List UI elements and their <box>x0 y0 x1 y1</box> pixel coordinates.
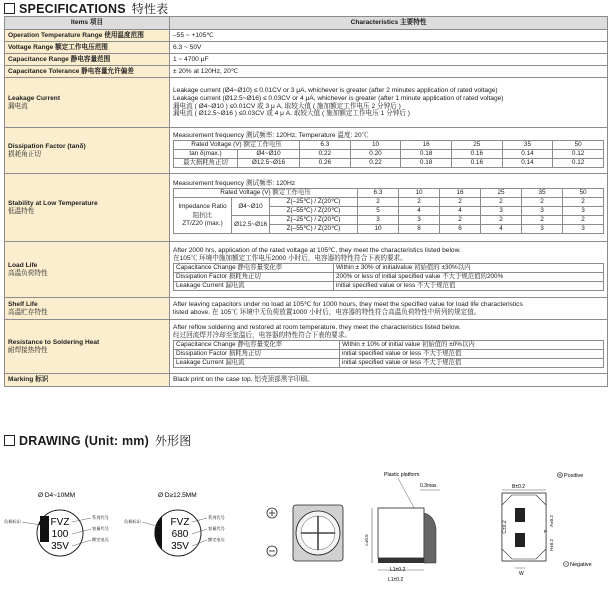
condition-25: Z(–25℃) / Z(20℃) <box>270 216 358 225</box>
marking-label: Marking 标识 <box>5 374 170 387</box>
table-row <box>174 141 604 150</box>
checkbox-square-icon <box>4 3 15 14</box>
voltage-label: Voltage Range 额定工作电压范围 <box>5 42 170 54</box>
drawing-heading <box>4 432 192 449</box>
lts-label: Stability at Low Temperature <box>8 199 98 207</box>
specifications-title-cn: 特性表 <box>131 2 169 16</box>
tan-label-cn: 最大损耗角正切 <box>174 159 238 168</box>
checkbox-square-icon <box>4 435 15 446</box>
tolerance-label: Capacitance Tolerance 静电容量允许偏差 <box>5 66 170 78</box>
load-life-table <box>173 263 604 291</box>
table-cell: initial specified value or less 不大于规范值 <box>334 282 604 291</box>
table-cell: 5 <box>358 207 399 216</box>
leakage-label-cn: 漏电流 <box>8 102 28 110</box>
leakage-label: Leakage Current <box>8 94 61 102</box>
table-cell: 0.16 <box>451 159 502 168</box>
leakage-line-4: 漏电流 ( Ø12.5~Ø16 ) ≤0.03CV 或 4 μ A, 取较大值 ( 施加额定工作电压 1 分钟后 ) <box>173 110 410 118</box>
dim-ht: H±0.2 <box>549 539 554 551</box>
footprint-view <box>502 493 546 561</box>
dissipation-table <box>173 140 604 168</box>
table-cell: 6.3 <box>300 141 351 150</box>
cap2-voltage: 35V <box>171 541 189 552</box>
table-cell: 16 <box>401 141 452 150</box>
table-cell: 2 <box>563 198 604 207</box>
rated-voltage-label: Rated Voltage (V) 额定工作电压 <box>174 141 300 150</box>
row-voltage <box>5 42 608 54</box>
label-volt-2: 额定电压 <box>208 537 225 542</box>
label-cap-2: 容量代号 <box>208 526 225 531</box>
marking-value: Black print on the case top. 铝壳顶部黑字印刷。 <box>170 374 608 387</box>
shelf-life-label-cn: 高温贮存特性 <box>8 308 48 316</box>
table-cell: 6 <box>440 225 481 234</box>
label-series-1: 系列代号 <box>92 515 109 520</box>
table-row <box>174 198 604 207</box>
dimension-drawing <box>0 453 611 593</box>
table-row <box>174 282 604 291</box>
lts-measure: Measurement frequency 测试频率: 120Hz <box>173 179 296 187</box>
table-cell: 4 <box>440 207 481 216</box>
table-cell: 8 <box>399 225 440 234</box>
cap1-capacitance: 100 <box>51 529 69 540</box>
cap1-voltage: 35V <box>51 541 69 552</box>
row-capacitance <box>5 54 608 66</box>
shelf-life-label: Shelf Life <box>8 300 38 308</box>
table-cell: 2 <box>563 216 604 225</box>
soldering-label-cell <box>5 320 170 374</box>
table-cell: 3 <box>563 225 604 234</box>
soldering-line-2: 经过回流焊并冷却至室温后，电容器的特性符合下表的要求。 <box>173 331 352 339</box>
table-cell: Leakage Current 漏电流 <box>174 359 340 368</box>
leakage-line-1: Leakage current (Ø4~Ø10) ≤ 0.01CV or 3 μA, whichever is greater (after 2 minutes application of rated voltage) <box>173 86 498 94</box>
dissipation-label-cell <box>5 128 170 174</box>
specifications-table <box>4 16 608 387</box>
table-cell: 0.14 <box>502 150 553 159</box>
table-row <box>174 216 604 225</box>
cap2-capacitance: 680 <box>171 529 189 540</box>
dim-p: P <box>544 529 548 534</box>
lts-label-cell <box>5 174 170 242</box>
leakage-line-2: Leakage current (Ø12.5~Ø16) ≤ 0.03CV or 4 μA, whichever is greater (after 1 minute application of rated voltage) <box>173 94 504 102</box>
dim-l-05: L±0.5 <box>364 534 369 546</box>
table-cell: 0.18 <box>401 150 452 159</box>
shelf-life-value <box>170 298 608 320</box>
table-cell: 50 <box>563 189 604 198</box>
table-row <box>174 150 604 159</box>
label-cap-1: 容量代号 <box>92 526 109 531</box>
label-negative-2: 负极标识 <box>124 519 141 524</box>
rated-voltage-label: Rated Voltage (V) 额定工作电压 <box>174 189 358 198</box>
load-life-value <box>170 242 608 298</box>
table-row <box>174 350 604 359</box>
drawing-title-cn: 外形图 <box>154 434 192 448</box>
table-cell: 3 <box>522 207 563 216</box>
plus-terminal-icon <box>267 508 277 518</box>
label-negative-1: 负极标识 <box>4 519 21 524</box>
table-cell: 0.26 <box>300 159 351 168</box>
tolerance-value: ± 20% at 120Hz, 20℃ <box>170 66 608 78</box>
dim-l1: L1±0.2 <box>390 567 406 573</box>
can-side-view <box>364 508 436 563</box>
table-cell: 2 <box>522 198 563 207</box>
dissipation-label-cn: 损耗角正切 <box>8 150 41 158</box>
table-cell: Capacitance Change 静电容量变化率 <box>174 264 334 273</box>
table-cell: 4 <box>481 225 522 234</box>
table-cell: 200% or less of initial specified value 不大于规范值的200% <box>334 273 604 282</box>
cap2-series: FVZ <box>170 517 190 528</box>
negative-label: Negative <box>570 562 592 568</box>
table-cell: 0.12 <box>553 159 604 168</box>
label-series-2: 系列代号 <box>208 515 225 520</box>
row-dissipation <box>5 128 608 174</box>
shelf-life-line-1: After leaving capacitors under no load at 105℃ for 1000 hours, they meet the specified value for load life characteristics <box>173 300 523 308</box>
dissipation-value <box>170 128 608 174</box>
condition-55: Z(–55℃) / Z(20℃) <box>270 225 358 234</box>
impedance-table <box>173 188 604 234</box>
table-cell: 10 <box>350 141 401 150</box>
shelf-life-label-cell <box>5 298 170 320</box>
dim-c: C±0.2 <box>502 520 508 534</box>
label-volt-1: 额定电压 <box>92 537 109 542</box>
negative-marker-icon <box>564 562 569 567</box>
soldering-value <box>170 320 608 374</box>
tan-label: tan δ(max.) <box>174 150 238 159</box>
shelf-life-line-2: listed above. 在 105℃ 环境中无负荷放置1000 小时后，电容器的特性符合高温负荷特性中所列的规定值。 <box>173 308 481 316</box>
condition-55: Z(–55℃) / Z(20℃) <box>270 207 358 216</box>
plastic-platform-label: Plastic platform <box>384 472 420 478</box>
dim-w: W <box>519 571 524 577</box>
right-caption: Ø D≥12.5MM <box>158 492 197 499</box>
table-cell: 10 <box>358 225 399 234</box>
specifications-heading <box>4 0 168 17</box>
dim-b: B±0.2 <box>512 484 526 490</box>
table-cell: 4 <box>399 207 440 216</box>
soldering-label-cn: 耐焊接热特性 <box>8 346 48 354</box>
table-row <box>174 273 604 282</box>
size-large: Ø12.5~Ø16 <box>238 159 300 168</box>
row-temperature <box>5 30 608 42</box>
temperature-value: –55 ~ +105℃ <box>170 30 608 42</box>
table-cell: 2 <box>440 198 481 207</box>
table-cell: 0.16 <box>451 150 502 159</box>
row-marking <box>5 374 608 387</box>
table-cell: 2 <box>399 198 440 207</box>
capacitor-top-view-large <box>154 510 201 556</box>
positive-label: Positive <box>564 473 584 479</box>
dim-a: A±0.2 <box>549 515 554 527</box>
leakage-value <box>170 78 608 128</box>
table-cell: 16 <box>440 189 481 198</box>
row-low-temp-stability <box>5 174 608 242</box>
row-soldering <box>5 320 608 374</box>
size-small: Ø4~Ø10 <box>238 150 300 159</box>
dissipation-measure: Measurement frequency 测试频率: 120Hz, Temperature 温度: 20℃ <box>173 131 369 139</box>
table-cell: Dissipation Factor 损耗角正切 <box>174 273 334 282</box>
table-row <box>174 359 604 368</box>
table-cell: initial specified value or less 不大于规范值 <box>340 359 604 368</box>
specifications-title: SPECIFICATIONS <box>19 2 126 16</box>
lts-label-cn: 低温特性 <box>8 207 35 215</box>
condition-25: Z(–25℃) / Z(20℃) <box>270 198 358 207</box>
items-header: Items 项目 <box>5 17 170 30</box>
table-cell: Within ± 10% of initial value 初始值的 ±0%以内 <box>340 341 604 350</box>
table-row <box>174 189 604 198</box>
table-cell: 3 <box>481 207 522 216</box>
table-cell: Leakage Current 漏电流 <box>174 282 334 291</box>
impedance-ratio-label <box>174 198 232 234</box>
table-cell: 35 <box>522 189 563 198</box>
characteristics-header: Characteristics 主要特性 <box>170 17 608 30</box>
table-row <box>174 341 604 350</box>
soldering-label: Resistance to Soldering Heat <box>8 338 100 346</box>
table-cell: 0.18 <box>401 159 452 168</box>
table-cell: 3 <box>358 216 399 225</box>
dissipation-label: Dissipation Factor (tanδ) <box>8 142 86 150</box>
soldering-line-1: After reflow soldering and restored at room temperature, they meet the characteristics listed below. <box>173 323 461 331</box>
table-cell: 0.14 <box>502 159 553 168</box>
table-cell: 2 <box>522 216 563 225</box>
row-leakage <box>5 78 608 128</box>
dim-03-max: 0.3max. <box>420 483 438 489</box>
leakage-label-cell <box>5 78 170 128</box>
table-cell: 25 <box>481 189 522 198</box>
table-cell: 3 <box>563 207 604 216</box>
row-shelf-life <box>5 298 608 320</box>
capacitance-label: Capacitance Range 静电容量范围 <box>5 54 170 66</box>
table-cell: 2 <box>481 198 522 207</box>
table-cell: 0.22 <box>350 159 401 168</box>
load-life-label: Load Life <box>8 261 38 269</box>
row-tolerance <box>5 66 608 78</box>
load-life-label-cn: 高温负荷特性 <box>8 269 48 277</box>
load-life-line-2: 在105℃ 环境中施加额定工作电压2000 小时后，电容器的特性符合下表的要求。 <box>173 254 407 262</box>
soldering-table <box>173 340 604 368</box>
load-life-line-1: After 2000 hrs, application of the rated voltage at 105℃, they meet the characteristics listed below. <box>173 246 461 254</box>
table-cell: 0.12 <box>553 150 604 159</box>
table-cell: initial specified value or less 不大于规范值 <box>340 350 604 359</box>
table-cell: 0.20 <box>350 150 401 159</box>
table-cell: Within ± 30% of initialvalue 初始值的 ±30%以内 <box>334 264 604 273</box>
table-cell: 0.22 <box>300 150 351 159</box>
ir-label-2: 阻抗比 <box>192 211 213 219</box>
table-row <box>174 264 604 273</box>
table-cell: Capacitance Change 静电容量变化率 <box>174 341 340 350</box>
load-life-label-cell <box>5 242 170 298</box>
table-cell: 25 <box>451 141 502 150</box>
capacitance-value: 1 ~ 4700 μF <box>170 54 608 66</box>
leakage-line-3: 漏电流 ( Ø4~Ø10 ) ≤0.01CV 或 3 μ A, 取较大值 ( 施加额定工作电压 2 分钟后 ) <box>173 102 401 110</box>
table-cell: 6.3 <box>358 189 399 198</box>
table-cell: 3 <box>399 216 440 225</box>
table-cell: 2 <box>358 198 399 207</box>
table-cell: 50 <box>553 141 604 150</box>
ir-label-3: ZT/Z20 (max.) <box>182 220 223 228</box>
table-cell: 35 <box>502 141 553 150</box>
can-top-view <box>293 505 343 561</box>
table-cell: 2 <box>481 216 522 225</box>
temperature-label: Operation Temperature Range 使用温度范围 <box>5 30 170 42</box>
table-cell: Dissipation Factor 损耗角正切 <box>174 350 340 359</box>
size-large: Ø12.5~Ø16 <box>232 216 270 234</box>
lts-value <box>170 174 608 242</box>
ir-label-1: Impedance Ratio <box>178 202 227 210</box>
table-cell: 2 <box>440 216 481 225</box>
table-header-row <box>5 17 608 30</box>
positive-marker-icon <box>558 473 563 478</box>
table-cell: 10 <box>399 189 440 198</box>
table-cell: 3 <box>522 225 563 234</box>
voltage-value: 6.3 ~ 50V <box>170 42 608 54</box>
minus-terminal-icon <box>267 546 277 556</box>
drawing-title: DRAWING (Unit: mm) <box>19 434 149 448</box>
size-small: Ø4~Ø10 <box>232 198 270 216</box>
left-caption: Ø D4~10MM <box>38 492 76 499</box>
table-row <box>174 159 604 168</box>
dim-l1-bottom: L1±0.2 <box>388 577 404 583</box>
cap1-series: FVZ <box>50 517 70 528</box>
row-load-life <box>5 242 608 298</box>
